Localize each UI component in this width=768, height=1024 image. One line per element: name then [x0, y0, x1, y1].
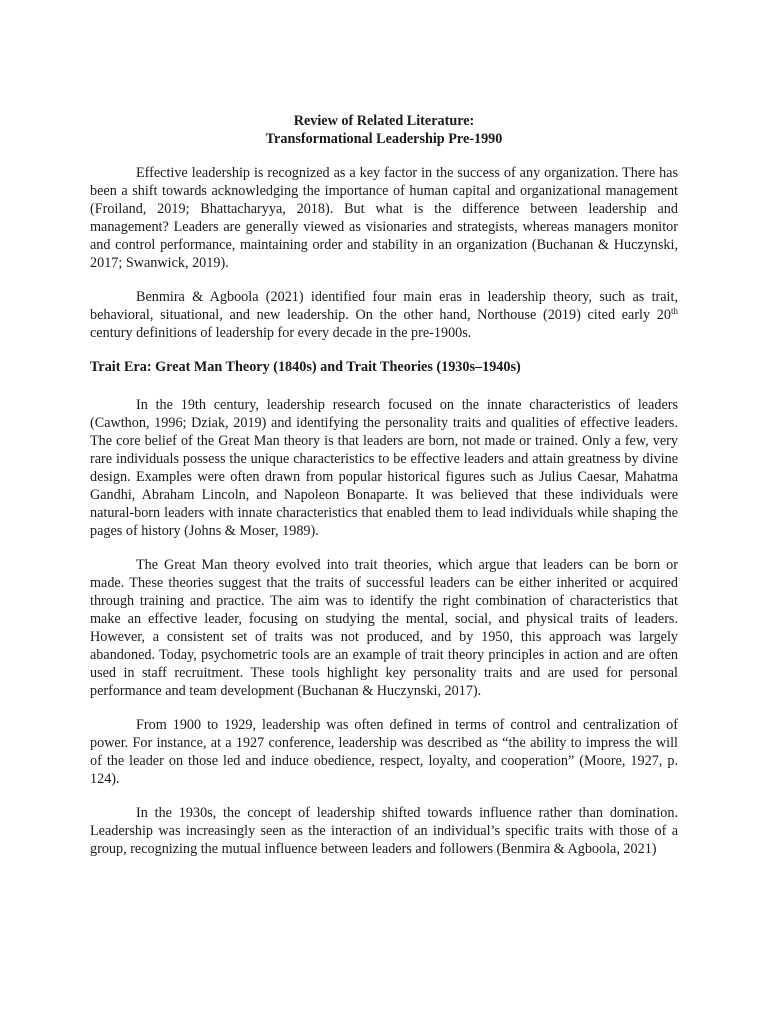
- paragraph-eras-text-2: century definitions of leadership for every decade in the pre-1900s.: [90, 325, 472, 341]
- paragraph-eras-text-1: Benmira & Agboola (2021) identified four main eras in leadership theory, such as trait, behavioral, situational, and new leadership. On the other hand, Northouse (2019) cited early 20: [90, 289, 678, 323]
- paragraph-influence-era: In the 1930s, the concept of leadership shifted towards influence rather than domination. Leadership was increasingly seen as the interaction of an individual’s specific traits with those of a group, recognizing the mutual influence between leaders and followers (Benmira & Agboola, 2021): [90, 805, 678, 857]
- document-title: [90, 112, 678, 148]
- paragraph-control-era: From 1900 to 1929, leadership was often defined in terms of control and centralization of power. For instance, at a 1927 conference, leadership was described as “the ability to impress the will of the leader on those led and induce obedience, respect, loyalty, and cooperation” (Moore, 1927, p. 124).: [90, 717, 678, 787]
- section-heading-trait-era: Trait Era: Great Man Theory (1840s) and Trait Theories (1930s–1940s): [90, 359, 521, 375]
- paragraph-trait-theories: The Great Man theory evolved into trait theories, which argue that leaders can be born or made. These theories suggest that the traits of successful leaders can be either inherited or acquired through training and practice. The aim was to identify the right combination of characteristics that make an effective leader, focusing on studying the mental, social, and physical traits of leaders. However, a consistent set of traits was not produced, and by 1950, this approach was largely abandoned. Today, psychometric tools are an example of trait theory principles in action and are often used in staff recruitment. These tools highlight key personality traits and are used for personal performance and team development (Buchanan & Huczynski, 2017).: [90, 557, 678, 699]
- paragraph-intro: Effective leadership is recognized as a key factor in the success of any organization. There has been a shift towards acknowledging the importance of human capital and organizational management (Froiland, 2019; Bhattacharyya, 2018). But what is the difference between leadership and management? Leaders are generally viewed as visionaries and strategists, whereas managers monitor and control performance, maintaining order and stability in an organization (Buchanan & Huczynski, 2017; Swanwick, 2019).: [90, 165, 678, 271]
- paragraph-eras: [90, 288, 678, 342]
- superscript-th: th: [670, 306, 678, 316]
- paragraph-great-man: In the 19th century, leadership research focused on the innate characteristics of leaders (Cawthon, 1996; Dziak, 2019) and identifying the personality traits and qualities of effective leaders. The core belief of the Great Man theory is that leaders are born, not made or trained. Only a few, very rare individuals possess the unique characteristics to be effective leaders and attain greatness by divine design. Examples were often drawn from popular historical figures such as Julius Caesar, Mahatma Gandhi, Abraham Lincoln, and Napoleon Bonaparte. It was believed that these individuals were natural-born leaders with innate characteristics that enabled them to lead individuals while shaping the pages of history (Johns & Moser, 1989).: [90, 397, 678, 539]
- document-page: [90, 112, 678, 874]
- title-line-2: Transformational Leadership Pre-1990: [265, 131, 503, 147]
- title-line-1: Review of Related Literature:: [293, 113, 475, 129]
